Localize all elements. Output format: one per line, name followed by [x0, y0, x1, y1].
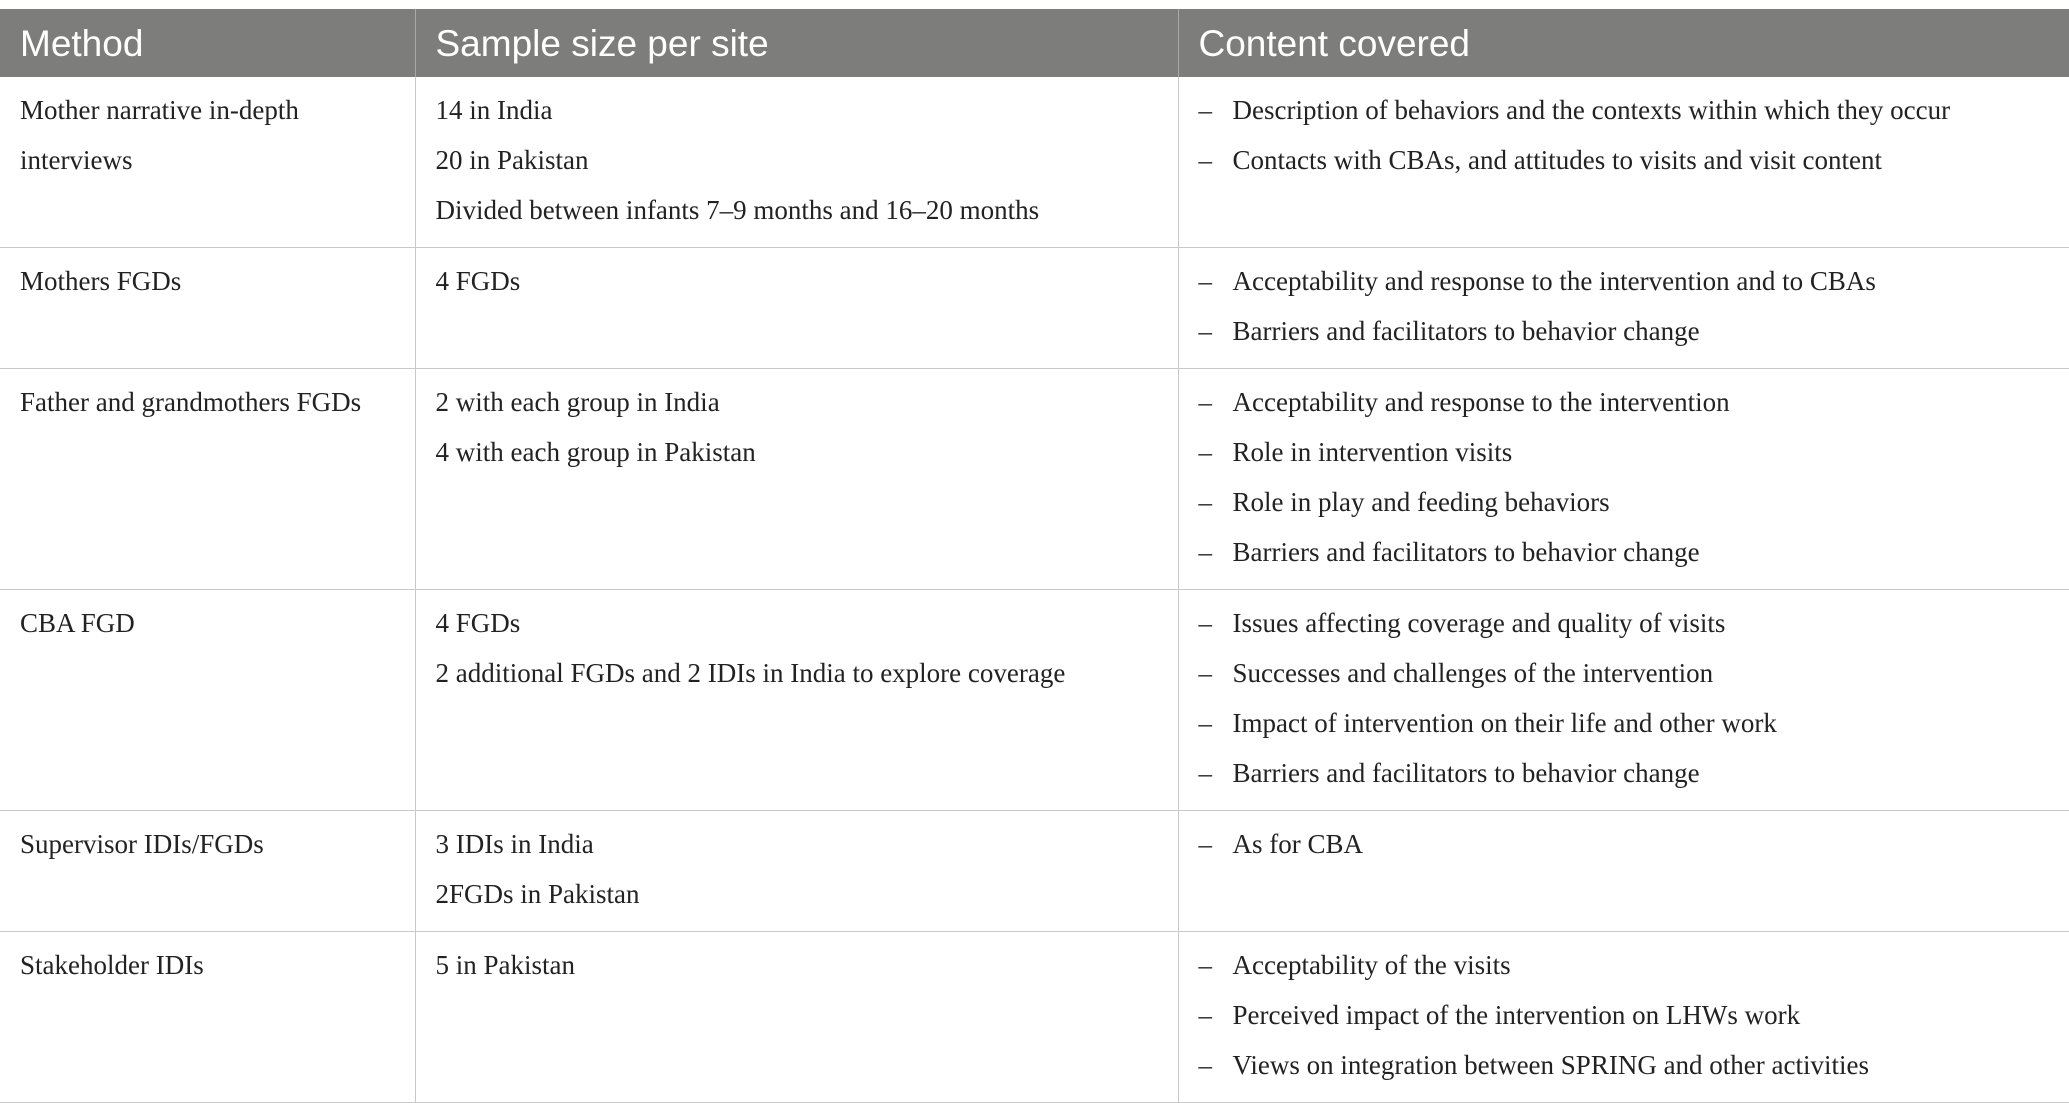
dash-bullet: –: [1199, 940, 1233, 990]
table-row: [0, 77, 2069, 248]
dash-bullet: –: [1199, 527, 1233, 577]
sample-cell: [415, 248, 1178, 369]
sample-line: 5 in Pakistan: [436, 940, 1178, 990]
sample-cell: [415, 590, 1178, 811]
method-cell: [0, 590, 415, 811]
dash-bullet: –: [1199, 819, 1233, 869]
dash-bullet: –: [1199, 748, 1233, 798]
content-item: [1199, 1040, 2069, 1090]
table-row: [0, 248, 2069, 369]
sample-line: 2 additional FGDs and 2 IDIs in India to explore coverage: [436, 648, 1178, 698]
dash-bullet: –: [1199, 85, 1233, 135]
methods-table-container: [0, 9, 2069, 1103]
sample-line: 20 in Pakistan: [436, 135, 1178, 185]
content-text: Barriers and facilitators to behavior change: [1233, 527, 1700, 577]
content-item: [1199, 256, 2069, 306]
method-cell: [0, 369, 415, 590]
method-text: Father and grandmothers FGDs: [20, 377, 415, 427]
sample-line: 4 with each group in Pakistan: [436, 427, 1178, 477]
header-method: Method: [0, 9, 415, 77]
content-item: [1199, 819, 2069, 869]
dash-bullet: –: [1199, 990, 1233, 1040]
method-text: Stakeholder IDIs: [20, 940, 415, 990]
sample-line: 4 FGDs: [436, 256, 1178, 306]
sample-cell: [415, 811, 1178, 932]
dash-bullet: –: [1199, 698, 1233, 748]
content-item: [1199, 527, 2069, 577]
content-item: [1199, 748, 2069, 798]
content-cell: [1178, 811, 2069, 932]
content-text: Impact of intervention on their life and other work: [1233, 698, 1777, 748]
content-item: [1199, 85, 2069, 135]
method-cell: [0, 811, 415, 932]
method-text: CBA FGD: [20, 598, 415, 648]
content-item: [1199, 135, 2069, 185]
content-cell: [1178, 248, 2069, 369]
dash-bullet: –: [1199, 477, 1233, 527]
content-text: Views on integration between SPRING and other activities: [1233, 1040, 1870, 1090]
method-text: Supervisor IDIs/FGDs: [20, 819, 415, 869]
sample-cell: [415, 77, 1178, 248]
content-text: Successes and challenges of the intervention: [1233, 648, 1714, 698]
dash-bullet: –: [1199, 377, 1233, 427]
dash-bullet: –: [1199, 135, 1233, 185]
sample-line: 2 with each group in India: [436, 377, 1178, 427]
sample-line: 2FGDs in Pakistan: [436, 869, 1178, 919]
header-sample-size: Sample size per site: [415, 9, 1178, 77]
content-cell: [1178, 77, 2069, 248]
content-text: Perceived impact of the intervention on LHWs work: [1233, 990, 1801, 1040]
method-text: Mothers FGDs: [20, 256, 415, 306]
dash-bullet: –: [1199, 306, 1233, 356]
content-item: [1199, 648, 2069, 698]
content-item: [1199, 940, 2069, 990]
content-text: Description of behaviors and the contexts within which they occur: [1233, 85, 1951, 135]
content-cell: [1178, 932, 2069, 1103]
header-content-covered: Content covered: [1178, 9, 2069, 77]
sample-line: 3 IDIs in India: [436, 819, 1178, 869]
dash-bullet: –: [1199, 256, 1233, 306]
content-item: [1199, 698, 2069, 748]
content-item: [1199, 990, 2069, 1040]
method-cell: [0, 77, 415, 248]
table-row: [0, 590, 2069, 811]
content-cell: [1178, 590, 2069, 811]
sample-cell: [415, 932, 1178, 1103]
content-text: Acceptability and response to the intervention and to CBAs: [1233, 256, 1876, 306]
content-cell: [1178, 369, 2069, 590]
content-item: [1199, 427, 2069, 477]
content-item: [1199, 477, 2069, 527]
sample-cell: [415, 369, 1178, 590]
content-text: Barriers and facilitators to behavior change: [1233, 748, 1700, 798]
table-row: [0, 811, 2069, 932]
content-item: [1199, 598, 2069, 648]
table-header: [0, 9, 2069, 77]
sample-line: Divided between infants 7–9 months and 16–20 months: [436, 185, 1178, 235]
dash-bullet: –: [1199, 427, 1233, 477]
table-body: [0, 77, 2069, 1103]
methods-table: [0, 9, 2069, 1103]
header-row: [0, 9, 2069, 77]
method-cell: [0, 932, 415, 1103]
sample-line: 14 in India: [436, 85, 1178, 135]
content-text: Role in intervention visits: [1233, 427, 1513, 477]
content-text: Contacts with CBAs, and attitudes to visits and visit content: [1233, 135, 1882, 185]
method-cell: [0, 248, 415, 369]
dash-bullet: –: [1199, 598, 1233, 648]
content-text: As for CBA: [1233, 819, 1364, 869]
content-text: Role in play and feeding behaviors: [1233, 477, 1610, 527]
sample-line: 4 FGDs: [436, 598, 1178, 648]
table-row: [0, 932, 2069, 1103]
dash-bullet: –: [1199, 1040, 1233, 1090]
table-row: [0, 369, 2069, 590]
dash-bullet: –: [1199, 648, 1233, 698]
content-text: Barriers and facilitators to behavior change: [1233, 306, 1700, 356]
content-text: Acceptability of the visits: [1233, 940, 1511, 990]
content-item: [1199, 306, 2069, 356]
method-text: Mother narrative in-depth interviews: [20, 85, 380, 185]
content-item: [1199, 377, 2069, 427]
content-text: Issues affecting coverage and quality of visits: [1233, 598, 1726, 648]
content-text: Acceptability and response to the intervention: [1233, 377, 1730, 427]
